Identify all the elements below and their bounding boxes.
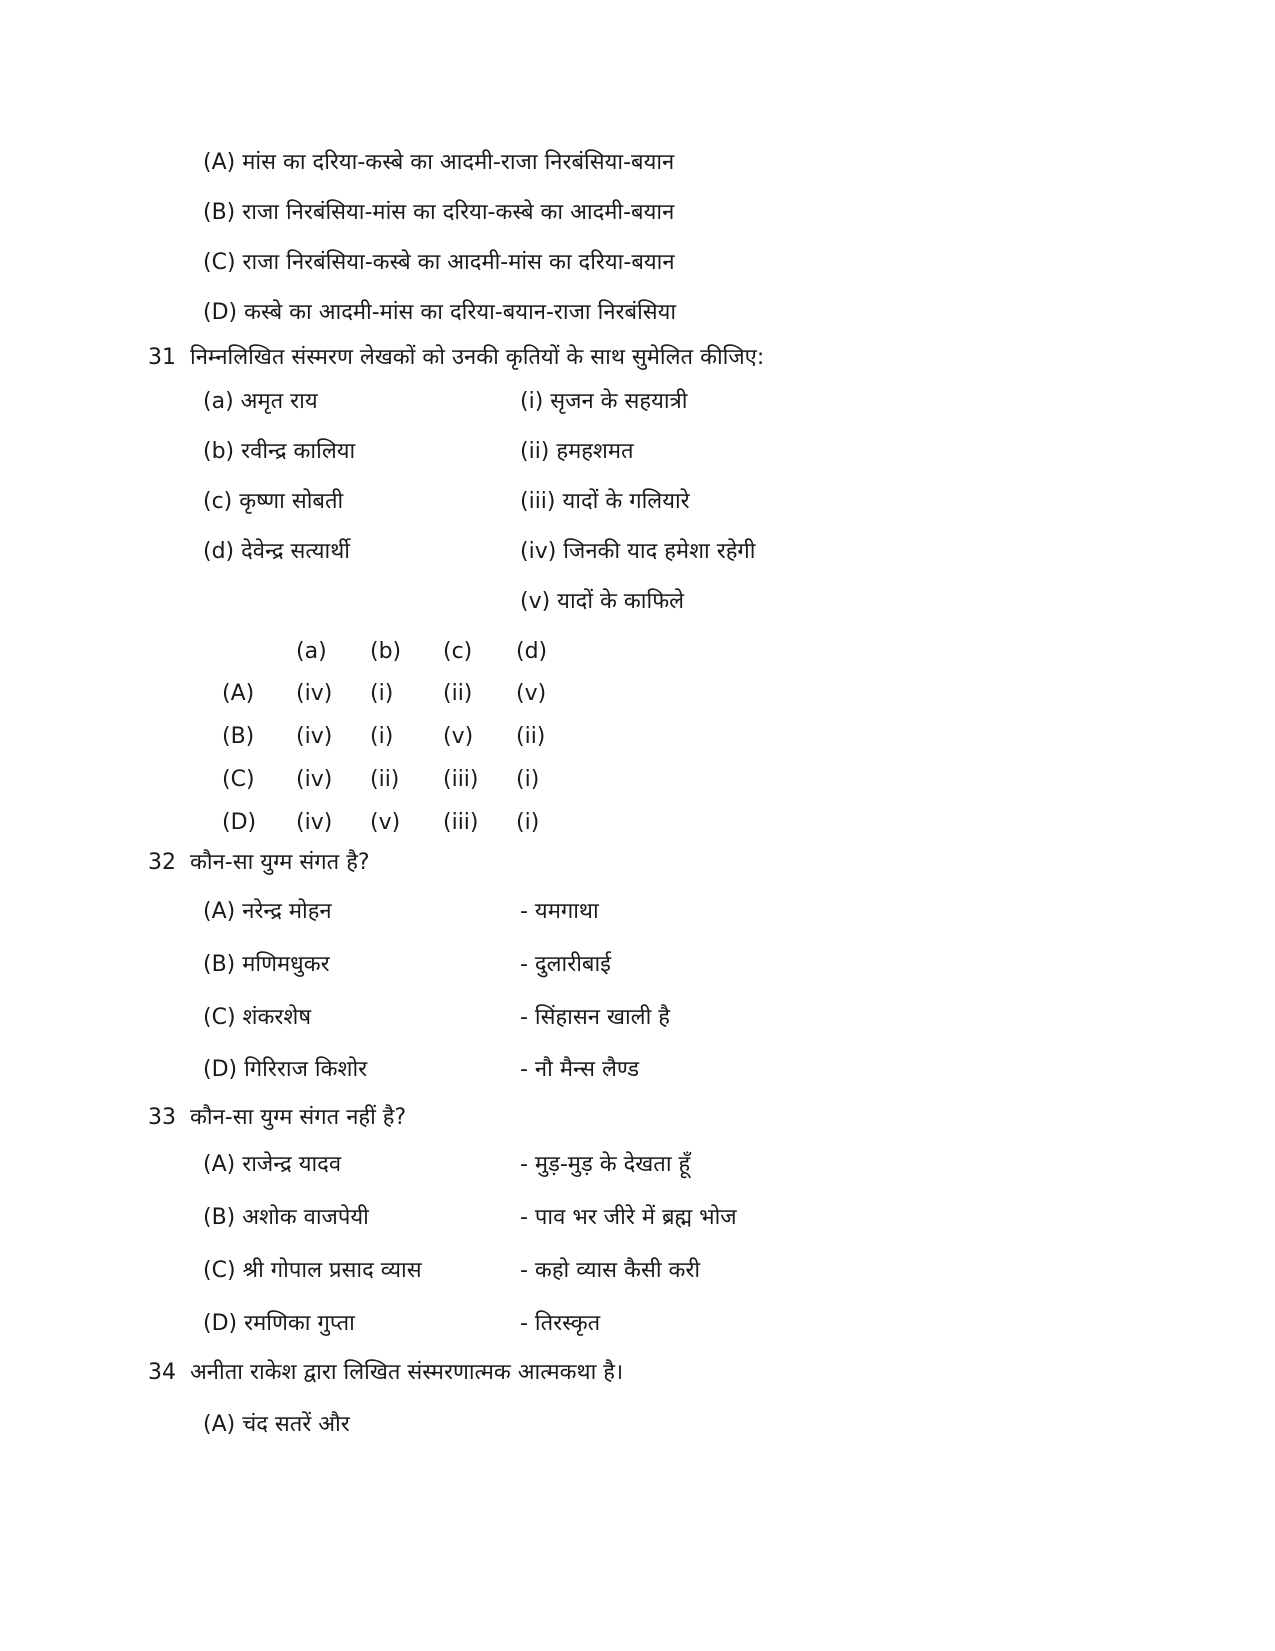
grid-row-label: (B) xyxy=(222,724,255,749)
grid-header-d: (d) xyxy=(516,639,548,664)
q33-pair-a-right: - मुड़-मुड़ के देखता हूँ xyxy=(520,1152,691,1177)
q31-text: निम्नलिखित संस्मरण लेखकों को उनकी कृतियों के साथ सुमेलित कीजिए: xyxy=(190,345,765,370)
q33-pair-d-right: - तिरस्कृत xyxy=(520,1311,601,1336)
option-label: (B) xyxy=(203,200,236,225)
grid-cell: (i) xyxy=(370,681,394,706)
q32-pair-d-left: (D) गिरिराज किशोर xyxy=(203,1057,368,1082)
grid-cell: (iv) xyxy=(296,724,333,749)
q33-pair-a-left: (A) राजेन्द्र यादव xyxy=(203,1152,342,1177)
grid-cell: (i) xyxy=(516,810,540,835)
q32-pair-b-right: - दुलारीबाई xyxy=(520,952,611,977)
q33-pair-b-left: (B) अशोक वाजपेयी xyxy=(203,1205,369,1230)
grid-cell: (iv) xyxy=(296,681,333,706)
option-text: मांस का दरिया-कस्बे का आदमी-राजा निरबंसिया-बयान xyxy=(242,150,675,175)
grid-cell: (iii) xyxy=(443,767,479,792)
q31-left-c: (c) कृष्णा सोबती xyxy=(203,489,344,514)
q31-right-ii: (ii) हमहशमत xyxy=(520,439,634,464)
q32-pair-c-left: (C) शंकरशेष xyxy=(203,1005,312,1030)
q33-pair-c-right: - कहो व्यास कैसी करी xyxy=(520,1258,701,1283)
q30-option-c xyxy=(203,248,675,278)
q32-pair-b-left: (B) मणिमधुकर xyxy=(203,952,330,977)
q31-right-iii: (iii) यादों के गलियारे xyxy=(520,489,690,514)
q32-pair-a-right: - यमगाथा xyxy=(520,899,599,924)
q32-pair-d-right: - नौ मैन्स लैण्ड xyxy=(520,1057,640,1082)
grid-cell: (i) xyxy=(516,767,540,792)
grid-cell: (iii) xyxy=(443,810,479,835)
grid-row-label: (A) xyxy=(222,681,255,706)
grid-header-b: (b) xyxy=(370,639,402,664)
grid-header-a: (a) xyxy=(296,639,327,664)
q31-right-v: (v) यादों के काफिले xyxy=(520,589,685,614)
q31-right-iv: (iv) जिनकी याद हमेशा रहेगी xyxy=(520,539,756,564)
q30-option-b xyxy=(203,198,674,228)
option-text: कस्बे का आदमी-मांस का दरिया-बयान-राजा निरबंसिया xyxy=(244,300,677,325)
q32-pair-c-right: - सिंहासन खाली है xyxy=(520,1005,670,1030)
grid-cell: (iv) xyxy=(296,810,333,835)
grid-cell: (v) xyxy=(516,681,547,706)
option-label: (C) xyxy=(203,250,236,275)
grid-row-label: (C) xyxy=(222,767,255,792)
option-label: (A) xyxy=(203,1412,236,1437)
q30-option-a xyxy=(203,148,674,178)
q31-left-b: (b) रवीन्द्र कालिया xyxy=(203,439,356,464)
q33-pair-d-left: (D) रमणिका गुप्ता xyxy=(203,1311,355,1336)
q32-text: कौन-सा युग्म संगत है? xyxy=(190,850,370,875)
q32-number: 32 xyxy=(148,850,176,875)
q34-number: 34 xyxy=(148,1360,176,1385)
grid-row-label: (D) xyxy=(222,810,257,835)
grid-cell: (v) xyxy=(370,810,401,835)
grid-cell: (ii) xyxy=(370,767,400,792)
option-label: (A) xyxy=(203,150,236,175)
grid-header-c: (c) xyxy=(443,639,473,664)
q32-pair-a-left: (A) नरेन्द्र मोहन xyxy=(203,899,332,924)
option-label: (D) xyxy=(203,300,238,325)
q33-pair-c-left: (C) श्री गोपाल प्रसाद व्यास xyxy=(203,1258,422,1283)
grid-cell: (v) xyxy=(443,724,474,749)
q31-right-i: (i) सृजन के सहयात्री xyxy=(520,389,688,414)
grid-cell: (ii) xyxy=(443,681,473,706)
q33-text: कौन-सा युग्म संगत नहीं है? xyxy=(190,1105,407,1130)
q30-option-d xyxy=(203,298,676,328)
q34-option-a xyxy=(203,1410,350,1440)
q31-number: 31 xyxy=(148,345,176,370)
grid-cell: (iv) xyxy=(296,767,333,792)
option-text: राजा निरबंसिया-कस्बे का आदमी-मांस का दरिया-बयान xyxy=(242,250,675,275)
q33-pair-b-right: - पाव भर जीरे में ब्रह्म भोज xyxy=(520,1205,737,1230)
option-text: चंद सतरें और xyxy=(242,1412,350,1437)
q34-text: अनीता राकेश द्वारा लिखित संस्मरणात्मक आत्मकथा है। xyxy=(190,1360,624,1385)
q33-number: 33 xyxy=(148,1105,176,1130)
grid-cell: (ii) xyxy=(516,724,546,749)
q31-left-d: (d) देवेन्द्र सत्यार्थी xyxy=(203,539,350,564)
q31-left-a: (a) अमृत राय xyxy=(203,389,318,414)
grid-cell: (i) xyxy=(370,724,394,749)
option-text: राजा निरबंसिया-मांस का दरिया-कस्बे का आदमी-बयान xyxy=(242,200,675,225)
